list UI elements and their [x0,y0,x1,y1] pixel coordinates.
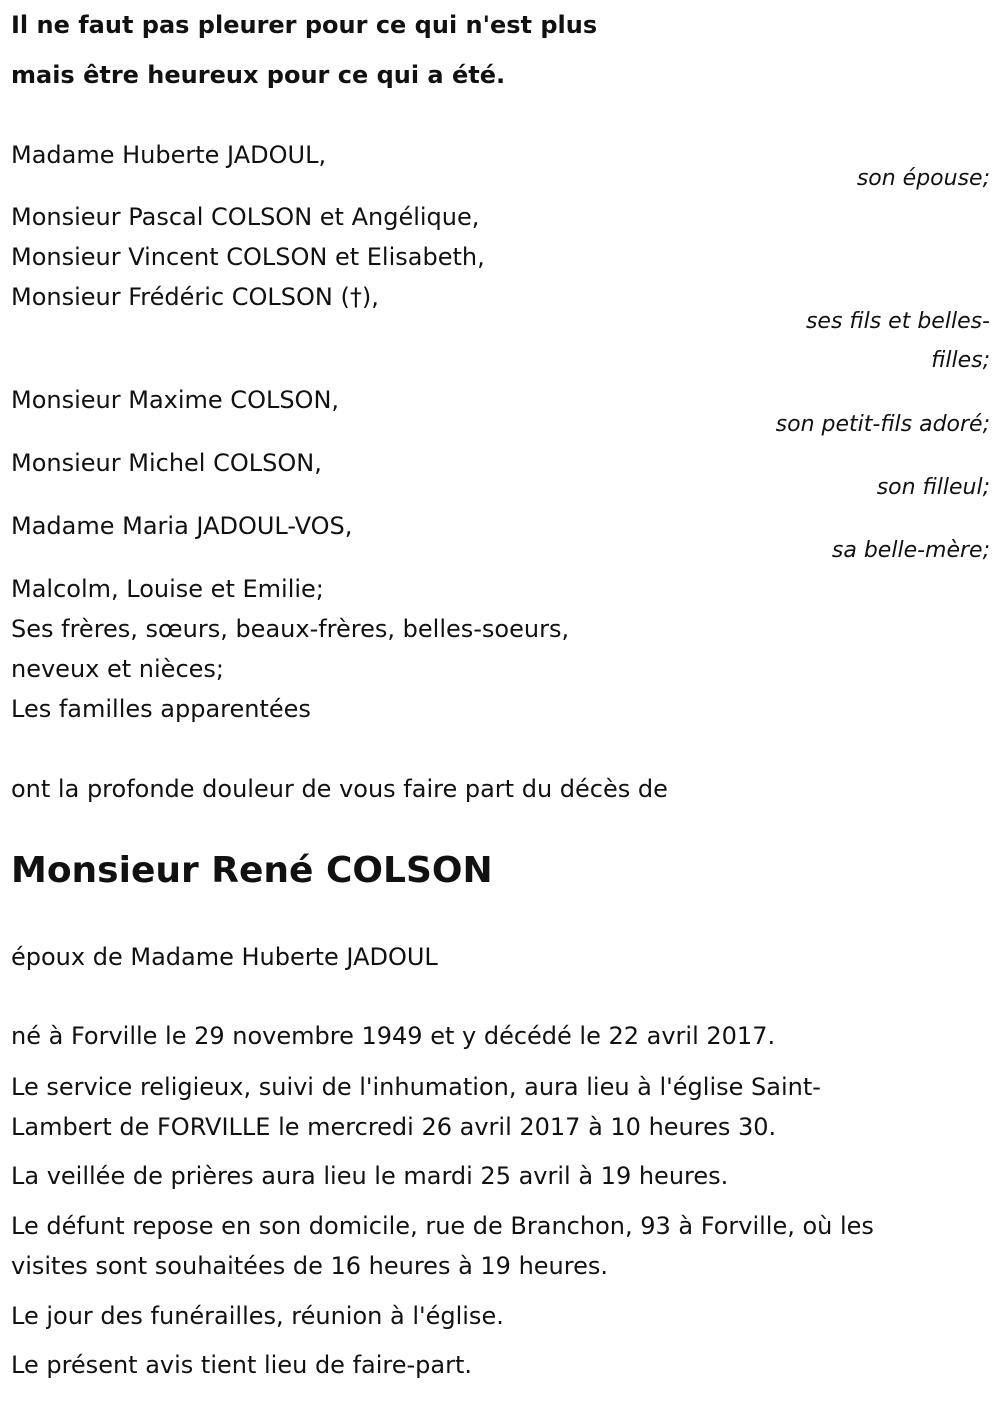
rest-line-1: Le défunt repose en son domicile, rue de Branchon, 93 à Forville, où les [11,1212,874,1240]
sons-role-line-2: filles; [931,348,990,373]
other-relatives-2: Ses frères, sœurs, beaux-frères, belles-soeurs, [11,615,570,643]
service-line-2: Lambert de FORVILLE le mercredi 26 avril 2017 à 10 heures 30. [11,1113,777,1141]
son-3: Monsieur Frédéric COLSON (†), [11,283,379,311]
godson-role: son filleul; [876,475,990,500]
spouse-of: époux de Madame Huberte JADOUL [11,943,438,971]
quote-line-1: Il ne faut pas pleurer pour ce qui n'est plus [11,11,598,39]
grandson-role: son petit-fils adoré; [775,412,990,437]
deceased-name: Monsieur René COLSON [11,850,493,891]
godson-name: Monsieur Michel COLSON, [11,449,322,477]
vigil: La veillée de prières aura lieu le mardi 25 avril à 19 heures. [11,1162,729,1190]
son-1: Monsieur Pascal COLSON et Angélique, [11,203,480,231]
quote-line-2: mais être heureux pour ce qui a été. [11,61,506,89]
funeral-day: Le jour des funérailles, réunion à l'église. [11,1302,504,1330]
mother-in-law-name: Madame Maria JADOUL-VOS, [11,512,353,540]
service-line-1: Le service religieux, suivi de l'inhumation, aura lieu à l'église Saint- [11,1073,821,1101]
mother-in-law-role: sa belle-mère; [831,538,990,563]
spouse-name: Madame Huberte JADOUL, [11,141,327,169]
rest-line-2: visites sont souhaitées de 16 heures à 19 heures. [11,1252,608,1280]
announcement: ont la profonde douleur de vous faire part du décès de [11,775,668,803]
sons-role-line-1: ses fils et belles- [805,309,990,334]
spouse-role: son épouse; [856,166,990,191]
other-relatives-1: Malcolm, Louise et Emilie; [11,575,324,603]
other-relatives-4: Les familles apparentées [11,695,311,723]
son-2: Monsieur Vincent COLSON et Elisabeth, [11,243,485,271]
birth-death: né à Forville le 29 novembre 1949 et y décédé le 22 avril 2017. [11,1022,776,1050]
grandson-name: Monsieur Maxime COLSON, [11,386,340,414]
other-relatives-3: neveux et nièces; [11,655,224,683]
notice: Le présent avis tient lieu de faire-part. [11,1351,473,1379]
